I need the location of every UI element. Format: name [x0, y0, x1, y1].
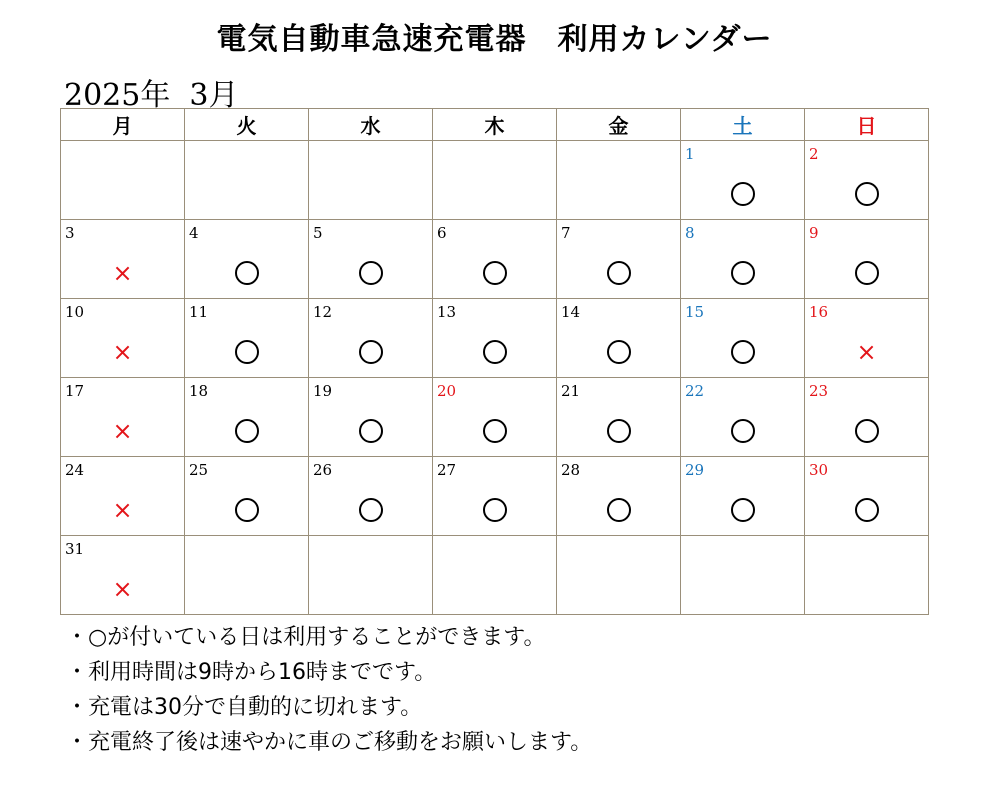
- calendar-day-cell: [433, 220, 557, 299]
- calendar-week-row: [61, 220, 929, 299]
- calendar-day-cell: [681, 378, 805, 457]
- calendar-day-cell: [309, 299, 433, 378]
- unavailable-mark: ×: [112, 496, 133, 524]
- calendar-day-cell: [185, 378, 309, 457]
- day-number: 30: [809, 461, 829, 479]
- weekday-header: 金: [557, 109, 681, 141]
- day-number: 21: [561, 382, 581, 400]
- empty-day-cell: [185, 141, 309, 220]
- calendar-day-cell: [557, 378, 681, 457]
- weekday-header: 日: [805, 109, 929, 141]
- available-mark: [483, 261, 507, 285]
- unavailable-mark: ×: [856, 338, 877, 366]
- empty-day-cell: [557, 141, 681, 220]
- day-number: 29: [685, 461, 705, 479]
- day-number: 11: [189, 303, 209, 321]
- calendar-day-cell: [805, 220, 929, 299]
- day-number: 25: [189, 461, 209, 479]
- calendar-grid: [60, 108, 929, 615]
- calendar-day-cell: [61, 299, 185, 378]
- calendar-day-cell: [557, 299, 681, 378]
- unavailable-mark: ×: [112, 575, 133, 603]
- available-mark: [235, 261, 259, 285]
- available-mark: [483, 340, 507, 364]
- calendar-day-cell: [309, 457, 433, 536]
- calendar-day-cell: [557, 220, 681, 299]
- calendar-day-cell: [309, 220, 433, 299]
- day-number: 4: [189, 224, 199, 242]
- calendar-day-cell: [433, 457, 557, 536]
- note-move-car: ・充電終了後は速やかに車のご移動をお願いします。: [66, 730, 593, 755]
- day-number: 24: [65, 461, 85, 479]
- calendar-week-row: [61, 536, 929, 615]
- available-mark: [731, 498, 755, 522]
- weekday-header: 水: [309, 109, 433, 141]
- day-number: 7: [561, 224, 571, 242]
- available-mark: [359, 419, 383, 443]
- day-number: 14: [561, 303, 581, 321]
- available-mark: [855, 419, 879, 443]
- day-number: 6: [437, 224, 447, 242]
- available-mark: [607, 498, 631, 522]
- day-number: 18: [189, 382, 209, 400]
- day-number: 2: [809, 145, 819, 163]
- calendar-day-cell: [681, 299, 805, 378]
- calendar-day-cell: [681, 141, 805, 220]
- empty-day-cell: [433, 536, 557, 615]
- available-mark: [235, 498, 259, 522]
- day-number: 28: [561, 461, 581, 479]
- available-mark: [607, 261, 631, 285]
- empty-day-cell: [681, 536, 805, 615]
- day-number: 22: [685, 382, 705, 400]
- month-label: 2025年 3月: [64, 78, 239, 113]
- day-number: 23: [809, 382, 829, 400]
- note-hours: ・利用時間は9時から16時までです。: [66, 660, 437, 685]
- calendar-day-cell: [185, 457, 309, 536]
- empty-day-cell: [61, 141, 185, 220]
- calendar-title: 電気自動車急速充電器 利用カレンダー: [216, 22, 773, 57]
- calendar-day-cell: [557, 457, 681, 536]
- calendar-day-cell: [805, 378, 929, 457]
- available-mark: [855, 498, 879, 522]
- calendar-day-cell: [61, 536, 185, 615]
- available-mark: [731, 419, 755, 443]
- unavailable-mark: ×: [112, 417, 133, 445]
- day-number: 26: [313, 461, 333, 479]
- day-number: 8: [685, 224, 695, 242]
- calendar-day-cell: [185, 299, 309, 378]
- day-number: 20: [437, 382, 457, 400]
- weekday-header: 土: [681, 109, 805, 141]
- calendar-day-cell: [185, 220, 309, 299]
- available-mark: [483, 498, 507, 522]
- calendar-day-cell: [309, 378, 433, 457]
- calendar-week-row: [61, 457, 929, 536]
- note-charge-duration: ・充電は30分で自動的に切れます。: [66, 695, 423, 720]
- day-number: 31: [65, 540, 85, 558]
- note-available-days: ・○が付いている日は利用することができます。: [66, 625, 546, 650]
- unavailable-mark: ×: [112, 259, 133, 287]
- calendar-week-row: [61, 299, 929, 378]
- empty-day-cell: [433, 141, 557, 220]
- day-number: 13: [437, 303, 457, 321]
- calendar-day-cell: [61, 220, 185, 299]
- available-mark: [731, 340, 755, 364]
- empty-day-cell: [805, 536, 929, 615]
- empty-day-cell: [557, 536, 681, 615]
- notes-list: [66, 620, 592, 760]
- calendar-day-cell: [61, 378, 185, 457]
- available-mark: [855, 182, 879, 206]
- available-mark: [235, 419, 259, 443]
- calendar-day-cell: [805, 299, 929, 378]
- day-number: 10: [65, 303, 85, 321]
- calendar-week-row: [61, 141, 929, 220]
- available-mark: [235, 340, 259, 364]
- available-mark: [359, 340, 383, 364]
- available-mark: [731, 261, 755, 285]
- available-mark: [359, 261, 383, 285]
- day-number: 12: [313, 303, 333, 321]
- day-number: 27: [437, 461, 457, 479]
- empty-day-cell: [309, 141, 433, 220]
- calendar-day-cell: [61, 457, 185, 536]
- day-number: 1: [685, 145, 695, 163]
- day-number: 16: [809, 303, 829, 321]
- calendar-day-cell: [433, 378, 557, 457]
- day-number: 9: [809, 224, 819, 242]
- available-mark: [607, 419, 631, 443]
- calendar-day-cell: [805, 141, 929, 220]
- calendar-day-cell: [805, 457, 929, 536]
- weekday-header-row: [61, 109, 929, 141]
- day-number: 3: [65, 224, 75, 242]
- weekday-header: 木: [433, 109, 557, 141]
- weekday-header: 火: [185, 109, 309, 141]
- calendar-day-cell: [433, 299, 557, 378]
- calendar-day-cell: [681, 220, 805, 299]
- day-number: 15: [685, 303, 705, 321]
- unavailable-mark: ×: [112, 338, 133, 366]
- day-number: 17: [65, 382, 85, 400]
- weekday-header: 月: [61, 109, 185, 141]
- empty-day-cell: [185, 536, 309, 615]
- available-mark: [483, 419, 507, 443]
- calendar-day-cell: [681, 457, 805, 536]
- calendar-week-row: [61, 378, 929, 457]
- available-mark: [855, 261, 879, 285]
- day-number: 19: [313, 382, 333, 400]
- day-number: 5: [313, 224, 323, 242]
- available-mark: [731, 182, 755, 206]
- available-mark: [607, 340, 631, 364]
- available-mark: [359, 498, 383, 522]
- empty-day-cell: [309, 536, 433, 615]
